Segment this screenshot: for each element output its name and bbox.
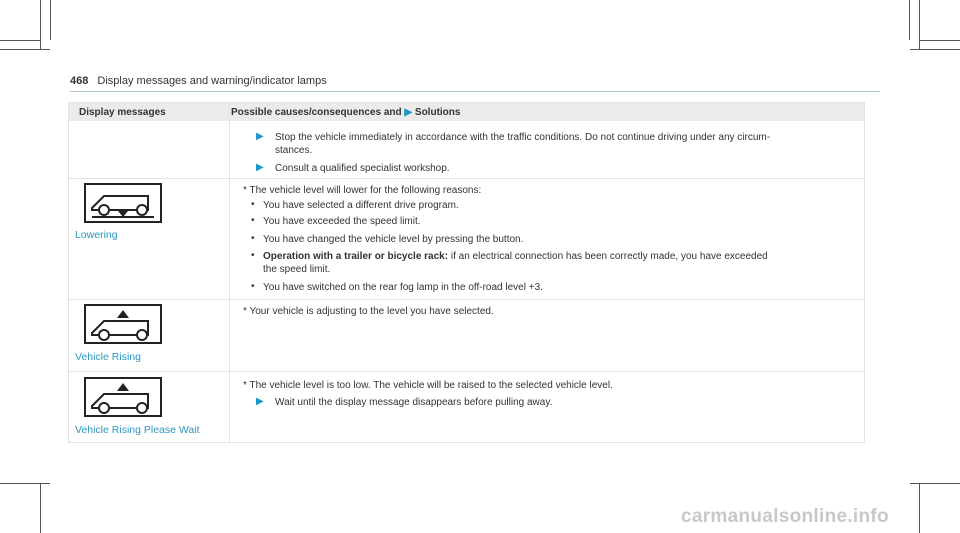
crop-mark — [0, 49, 50, 50]
message-label-vehicle-rising-please-wait: Vehicle Rising Please Wait — [75, 424, 200, 436]
bullet: • — [251, 215, 255, 226]
crop-mark — [50, 0, 51, 40]
row-divider — [69, 178, 864, 179]
col-header-causes: Possible causes/consequences and ▶ Solutions — [231, 107, 461, 118]
cause-text: * The vehicle level is too low. The vehicle will be raised to the selected vehicle level. — [243, 380, 613, 391]
crop-mark — [910, 49, 960, 50]
cause-bullet: the speed limit. — [263, 264, 331, 275]
step-text: Consult a qualified specialist workshop. — [275, 163, 450, 174]
step-text: Wait until the display message disappears before pulling away. — [275, 397, 553, 408]
message-label-lowering: Lowering — [75, 229, 118, 241]
cause-text: * Your vehicle is adjusting to the level you have selected. — [243, 306, 494, 317]
crop-mark — [919, 0, 920, 50]
bullet: • — [251, 281, 255, 292]
page-title: Display messages and warning/indicator lamps — [97, 75, 327, 87]
arrow-icon: ▶ — [256, 131, 264, 142]
vehicle-lowering-icon — [84, 183, 162, 223]
arrow-icon: ▶ — [256, 396, 264, 407]
cause-bullet: You have exceeded the speed limit. — [263, 216, 421, 227]
crop-mark — [919, 483, 920, 533]
bullet: • — [251, 250, 255, 261]
arrow-icon: ▶ — [256, 162, 264, 173]
vehicle-rising-icon — [84, 377, 162, 417]
crop-mark — [40, 483, 41, 533]
messages-table — [68, 102, 865, 443]
column-divider — [229, 103, 230, 442]
bullet: • — [251, 233, 255, 244]
crop-mark — [40, 0, 41, 50]
watermark: carmanualsonline.info — [681, 506, 889, 527]
step-text: Stop the vehicle immediately in accordance with the traffic conditions. Do not continue driving under any circum- — [275, 132, 771, 143]
cause-bullet: Operation with a trailer or bicycle rack: if an electrical connection has been correctly made, you have exceeded — [263, 251, 768, 262]
cause-text: * The vehicle level will lower for the following reasons: — [243, 185, 482, 196]
step-text: stances. — [275, 145, 313, 156]
crop-mark — [0, 40, 40, 41]
cause-bullet: You have changed the vehicle level by pressing the button. — [263, 234, 524, 245]
row-divider — [69, 299, 864, 300]
vehicle-rising-icon — [84, 304, 162, 344]
row-divider — [69, 371, 864, 372]
arrow-icon: ▶ — [404, 107, 413, 118]
crop-mark — [910, 483, 960, 484]
table-header — [69, 103, 864, 121]
crop-mark — [909, 0, 910, 40]
cause-bullet: You have selected a different drive program. — [263, 200, 459, 211]
col-header-display-messages: Display messages — [79, 107, 166, 118]
crop-mark — [0, 483, 50, 484]
page-header — [70, 75, 880, 92]
page-number: 468 — [70, 75, 89, 87]
crop-mark — [920, 40, 960, 41]
bullet: • — [251, 199, 255, 210]
cause-bullet: You have switched on the rear fog lamp in the off-road level +3. — [263, 282, 543, 293]
message-label-vehicle-rising: Vehicle Rising — [75, 351, 141, 363]
